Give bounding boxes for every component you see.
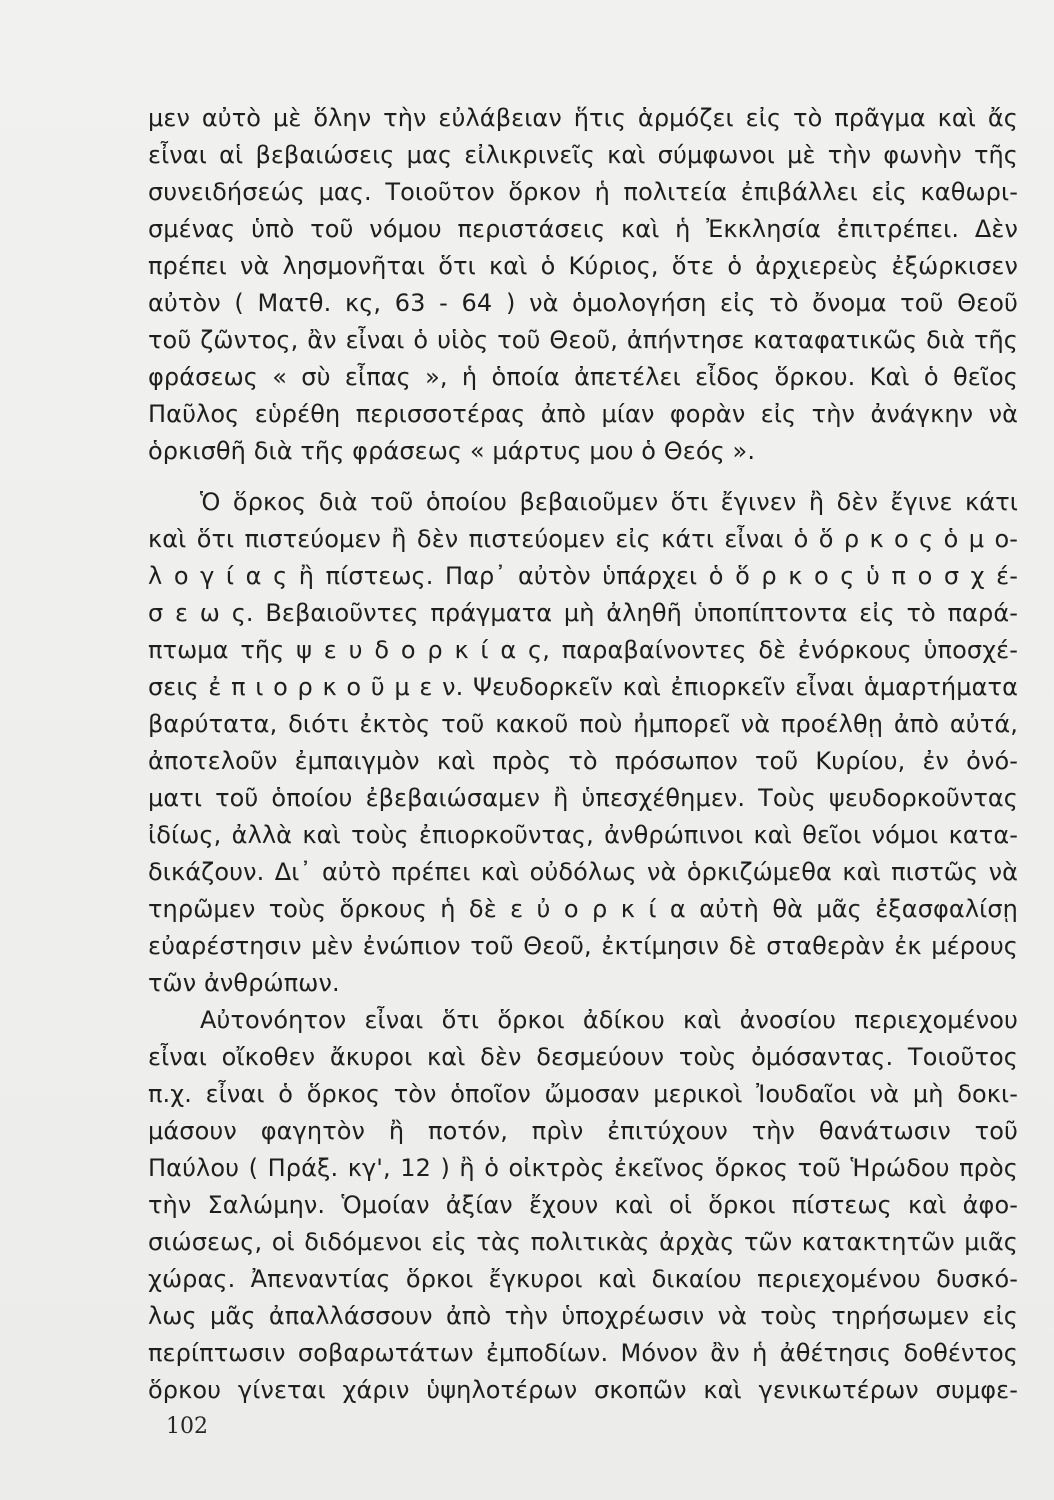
paragraph	[148, 484, 1018, 1002]
text-line: τοῦ ζῶντος, ἂν εἶναι ὁ υἱὸς τοῦ Θεοῦ, ἀπήντησε καταφατικῶς διὰ τῆς	[148, 326, 1018, 354]
text-line: σ ε ω ς. Βεβαιοῦντες πράγματα μὴ ἀληθῆ ὑποπίπτοντα εἰς τὸ παρά-	[148, 599, 1018, 627]
text-line: εἶναι αἱ βεβαιώσεις μας εἰλικρινεῖς καὶ σύμφωνοι μὲ τὴν φωνὴν τῆς	[148, 141, 1018, 169]
text-line: ὅρκου γίνεται χάριν ὑψηλοτέρων σκοπῶν καὶ γενικωτέρων συμφε-	[148, 1376, 1018, 1404]
text-line: τηρῶμεν τοὺς ὅρκους ἡ δὲ ε ὐ ο ρ κ ί α αὐτὴ θὰ μᾶς ἐξασφαλίσῃ	[148, 895, 1018, 923]
text-line: πρέπει νὰ λησμονῆται ὅτι καὶ ὁ Κύριος, ὅτε ὁ ἀρχιερεὺς ἐξώρκισεν	[148, 252, 1018, 280]
paragraph	[148, 100, 1018, 470]
text-line: ὁρκισθῆ διὰ τῆς φράσεως « μάρτυς μου ὁ Θεός ».	[148, 437, 756, 465]
text-line: π.χ. εἶναι ὁ ὅρκος τὸν ὁποῖον ὤμοσαν μερικοὶ Ἰουδαῖοι νὰ μὴ δοκι-	[148, 1080, 1018, 1108]
text-line: εὐαρέστησιν μὲν ἐνώπιον τοῦ Θεοῦ, ἐκτίμησιν δὲ σταθερὰν ἐκ μέρους	[148, 932, 1018, 960]
text-line: καὶ ὅτι πιστεύομεν ἢ δὲν πιστεύομεν εἰς κάτι εἶναι ὁ ὅ ρ κ ο ς ὁ μ ο-	[148, 525, 1018, 553]
text-line: Παύλου ( Πράξ. κγ', 12 ) ἢ ὁ οἰκτρὸς ἐκεῖνος ὅρκος τοῦ Ἡρώδου πρὸς	[148, 1154, 1018, 1182]
text-line: ἰδίως, ἀλλὰ καὶ τοὺς ἐπιορκοῦντας, ἀνθρώπινοι καὶ θεῖοι νόμοι κατα-	[148, 821, 1018, 849]
text-line: Ὁ ὅρκος διὰ τοῦ ὁποίου βεβαιοῦμεν ὅτι ἔγινεν ἢ δὲν ἔγινε κάτι	[200, 488, 1018, 516]
text-line: εἶναι οἴκοθεν ἄκυροι καὶ δὲν δεσμεύουν τοὺς ὀμόσαντας. Τοιοῦτος	[148, 1043, 1018, 1071]
text-line: σμένας ὑπὸ τοῦ νόμου περιστάσεις καὶ ἡ Ἐκκλησία ἐπιτρέπει. Δὲν	[148, 215, 1018, 243]
text-line: χώρας. Ἀπεναντίας ὅρκοι ἔγκυροι καὶ δικαίου περιεχομένου δυσκό-	[148, 1265, 1018, 1293]
text-line: τὴν Σαλώμην. Ὁμοίαν ἀξίαν ἔχουν καὶ οἱ ὅρκοι πίστεως καὶ ἀφο-	[148, 1191, 1018, 1219]
text-line: μάσουν φαγητὸν ἢ ποτόν, πρὶν ἐπιτύχουν τὴν θανάτωσιν τοῦ	[148, 1117, 1018, 1145]
text-line: σιώσεως, οἱ διδόμενοι εἰς τὰς πολιτικὰς ἀρχὰς τῶν κατακτητῶν μιᾶς	[148, 1228, 1018, 1256]
body-text	[148, 100, 1018, 1409]
text-line: δικάζουν. Δι᾽ αὐτὸ πρέπει καὶ οὐδόλως νὰ ὁρκιζώμεθα καὶ πιστῶς νὰ	[148, 858, 1018, 886]
text-line: ματι τοῦ ὁποίου ἐβεβαιώσαμεν ἢ ὑπεσχέθημεν. Τοὺς ψευδορκοῦντας	[148, 784, 1018, 812]
paragraph-gap	[148, 470, 1018, 484]
text-line: συνειδήσεώς μας. Τοιοῦτον ὅρκον ἡ πολιτεία ἐπιβάλλει εἰς καθωρι-	[148, 178, 1018, 206]
text-line: ἀποτελοῦν ἐμπαιγμὸν καὶ πρὸς τὸ πρόσωπον τοῦ Κυρίου, ἐν ὀνό-	[148, 747, 1018, 775]
text-line: αὐτὸν ( Ματθ. κς, 63 - 64 ) νὰ ὁμολογήση εἰς τὸ ὄνομα τοῦ Θεοῦ	[148, 289, 1018, 317]
text-line: φράσεως « σὺ εἶπας », ἡ ὁποία ἀπετέλει εἶδος ὅρκου. Καὶ ὁ θεῖος	[148, 363, 1018, 391]
page-number: 102	[166, 1414, 208, 1439]
paragraph	[148, 1002, 1018, 1409]
text-line: Αὐτονόητον εἶναι ὅτι ὅρκοι ἀδίκου καὶ ἀνοσίου περιεχομένου	[200, 1006, 1018, 1034]
text-line: περίπτωσιν σοβαρωτάτων ἐμποδίων. Μόνον ἂν ἡ ἀθέτησις δοθέντος	[148, 1339, 1018, 1367]
text-line: βαρύτατα, διότι ἐκτὸς τοῦ κακοῦ ποὺ ἠμπορεῖ νὰ προέλθῃ ἀπὸ αὐτά,	[148, 710, 1018, 738]
text-line: λως μᾶς ἀπαλλάσσουν ἀπὸ τὴν ὑποχρέωσιν νὰ τοὺς τηρήσωμεν εἰς	[148, 1302, 1018, 1330]
text-line: τῶν ἀνθρώπων.	[148, 969, 340, 997]
text-line: μεν αὐτὸ μὲ ὅλην τὴν εὐλάβειαν ἥτις ἁρμόζει εἰς τὸ πρᾶγμα καὶ ἄς	[148, 104, 1018, 132]
text-line: πτωμα τῆς ψ ε υ δ ο ρ κ ί α ς, παραβαίνοντες δὲ ἐνόρκους ὑποσχέ-	[148, 636, 1018, 664]
text-line: λ ο γ ί α ς ἢ πίστεως. Παρ᾽ αὐτὸν ὑπάρχει ὁ ὅ ρ κ ο ς ὑ π ο σ χ έ-	[148, 562, 1018, 590]
text-line: Παῦλος εὑρέθη περισσοτέρας ἀπὸ μίαν φορὰν εἰς τὴν ἀνάγκην νὰ	[148, 400, 1018, 428]
text-line: σεις ἐ π ι ο ρ κ ο ῦ μ ε ν. Ψευδορκεῖν καὶ ἐπιορκεῖν εἶναι ἁμαρτήματα	[148, 673, 1018, 701]
